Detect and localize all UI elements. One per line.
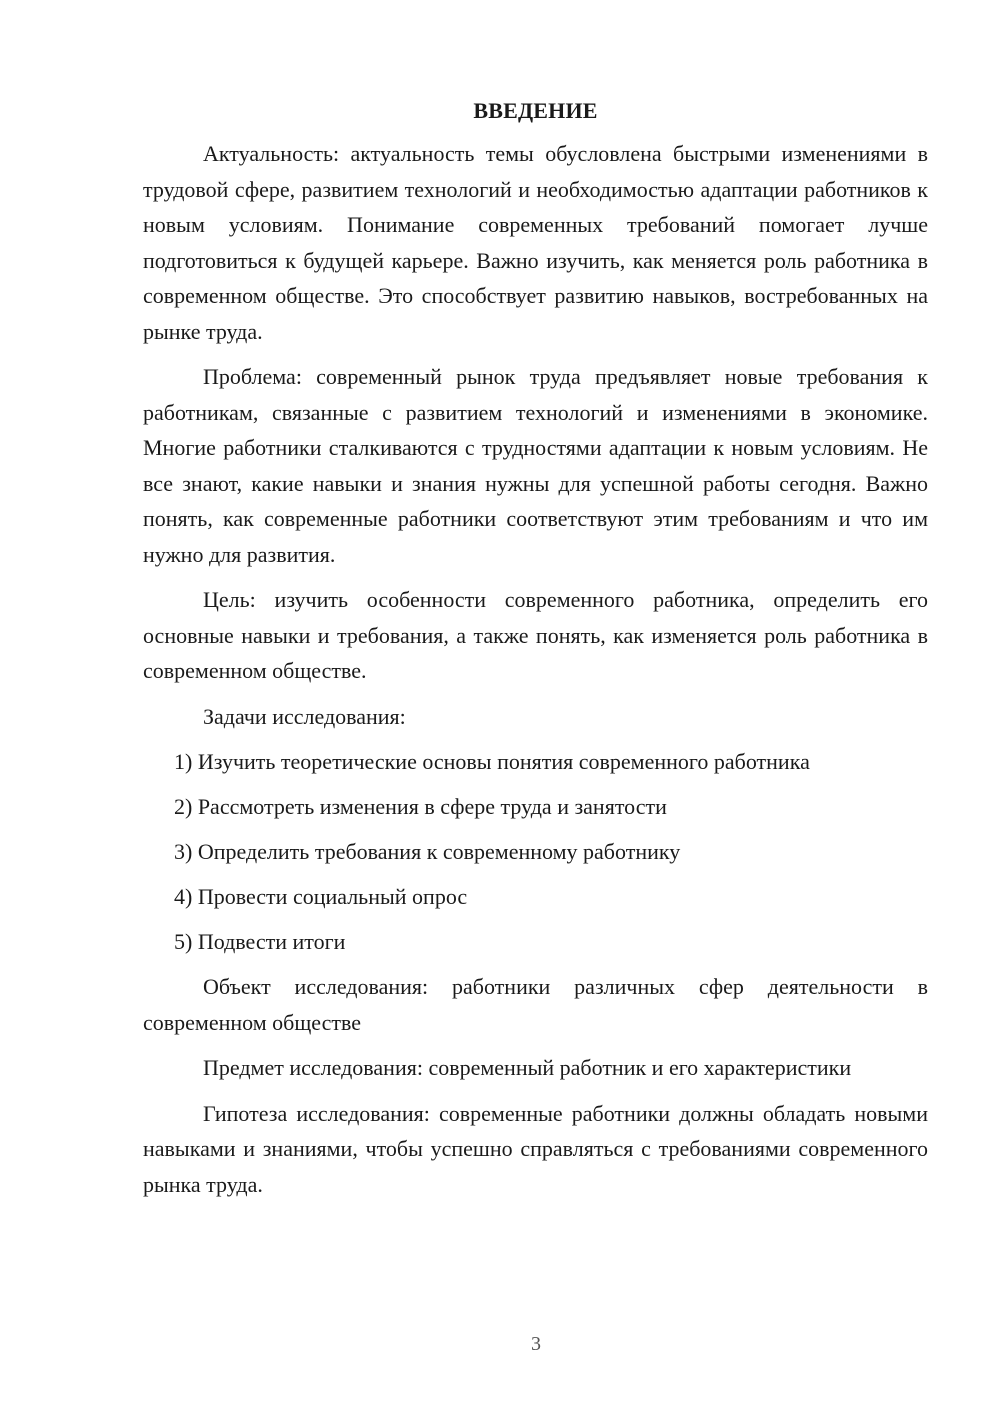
list-item: 2) Рассмотреть изменения в сфере труда и занятости [174,794,667,819]
subject-paragraph: Предмет исследования: современный работник и его характеристики [203,1055,852,1080]
page-number: 3 [531,1333,541,1355]
relevance-paragraph: Актуальность: актуальность темы обусловлена быстрыми изменениями в трудовой сфере, развитием технологий и необходимостью адаптации работников к новым условиям. Понимание современных требований помогает лучше подготовиться к будущей карьере. Важно изучить, как меняется роль работника в современном обществе. Это способствует развитию навыков, востребованных на рынке труда. [143,141,928,344]
task-list [143,744,928,960]
goal-paragraph: Цель: изучить особенности современного работника, определить его основные навыки и требования, а также понять, как изменяется роль работника в современном обществе. [143,587,928,683]
list-item: 5) Подвести итоги [174,929,346,954]
page-content [143,94,928,1212]
tasks-heading: Задачи исследования: [203,703,406,729]
list-item: 3) Определить требования к современному работнику [174,839,681,864]
hypothesis-paragraph: Гипотеза исследования: современные работники должны обладать новыми навыками и знаниями, чтобы успешно справляться с требованиями современного рынка труда. [143,1100,928,1197]
object-paragraph: Объект исследования: работники различных сфер деятельности в современном обществе [143,974,928,1035]
page-title: ВВЕДЕНИЕ [473,98,598,123]
problem-paragraph: Проблема: современный рынок труда предъявляет новые требования к работникам, связанные с развитием технологий и изменениями в экономике. Многие работники сталкиваются с трудностями адаптации к новым условиям. Не все знают, какие навыки и знания нужны для успешной работы сегодня. Важно понять, как современные работники соответствуют этим требованиям и что им нужно для развития. [143,364,928,567]
list-item: 4) Провести социальный опрос [174,884,468,909]
list-item: 1) Изучить теоретические основы понятия современного работника [174,749,810,774]
